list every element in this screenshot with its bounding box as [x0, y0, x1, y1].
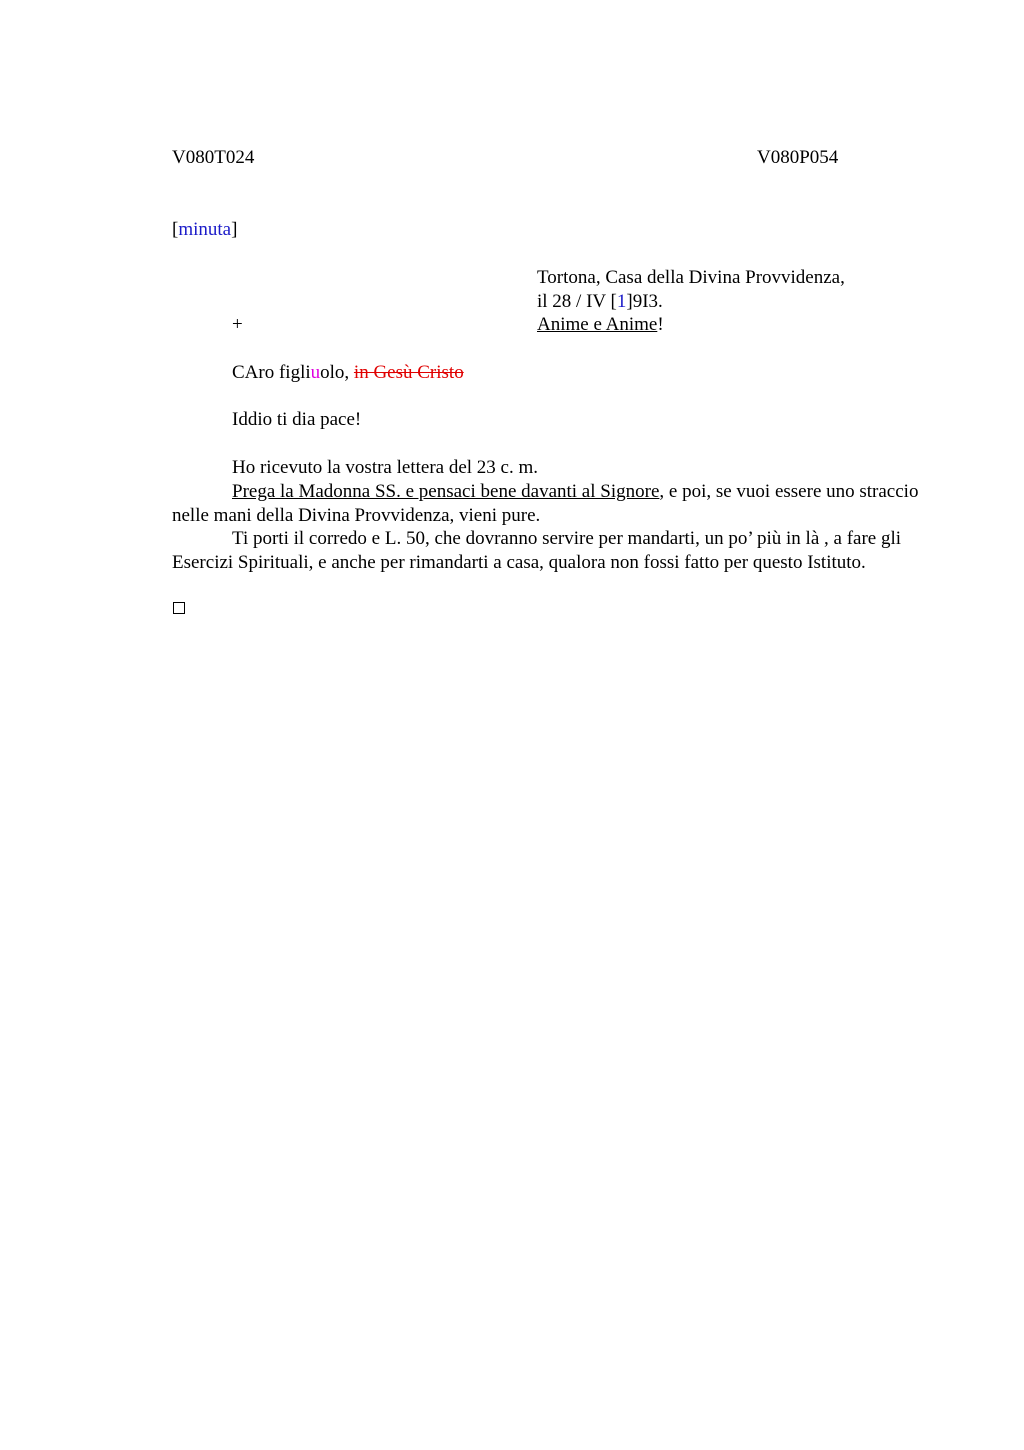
document-code-left: V080T024 [172, 147, 255, 168]
motto-exclamation: ! [657, 314, 664, 335]
minuta-open-bracket: [ [172, 219, 179, 240]
body-paragraph-1: Ho ricevuto la vostra lettera del 23 c. m. [232, 457, 539, 478]
body-paragraph-2-underlined: Prega la Madonna SS. e pensaci bene davanti al Signore [232, 481, 660, 502]
body-paragraph-3: Ti porti il corredo e L. 50, che dovranno servire per mandarti, un po’ più in là , a fare gli Esercizi Spirituali, e anche per rimandarti a casa, qualora non fossi fatto per questo Istituto. [172, 528, 902, 573]
greeting: Iddio ti dia pace! [232, 409, 362, 430]
minuta-close-bracket: ] [231, 219, 238, 240]
salutation-end: olo, [320, 362, 354, 383]
motto-line [537, 313, 664, 337]
salutation [232, 361, 464, 385]
minuta-word: minuta [178, 219, 232, 240]
date-suffix: ]9I3. [626, 291, 663, 312]
salutation-deleted-text: in Gesù Cristo [353, 362, 464, 383]
place-line: Tortona, Casa della Divina Provvidenza, [537, 267, 845, 288]
body-paragraph-2-rest: , e poi, se vuoi essere uno straccio nelle mani della Divina Provvidenza, vieni pure. [172, 481, 919, 526]
salutation-start: CAro figli [232, 362, 311, 383]
cross-symbol: + [232, 314, 243, 335]
minuta-label [172, 218, 237, 242]
date-line [537, 290, 663, 314]
document-code-right: V080P054 [757, 147, 839, 168]
date-editorial-digit: 1 [616, 291, 627, 312]
body-paragraph-2 [172, 480, 922, 528]
end-marker-box [173, 602, 185, 614]
motto-text: Anime e Anime [537, 314, 658, 335]
date-prefix: il 28 / IV [ [537, 291, 617, 312]
salutation-inserted-letter: u [310, 362, 321, 383]
